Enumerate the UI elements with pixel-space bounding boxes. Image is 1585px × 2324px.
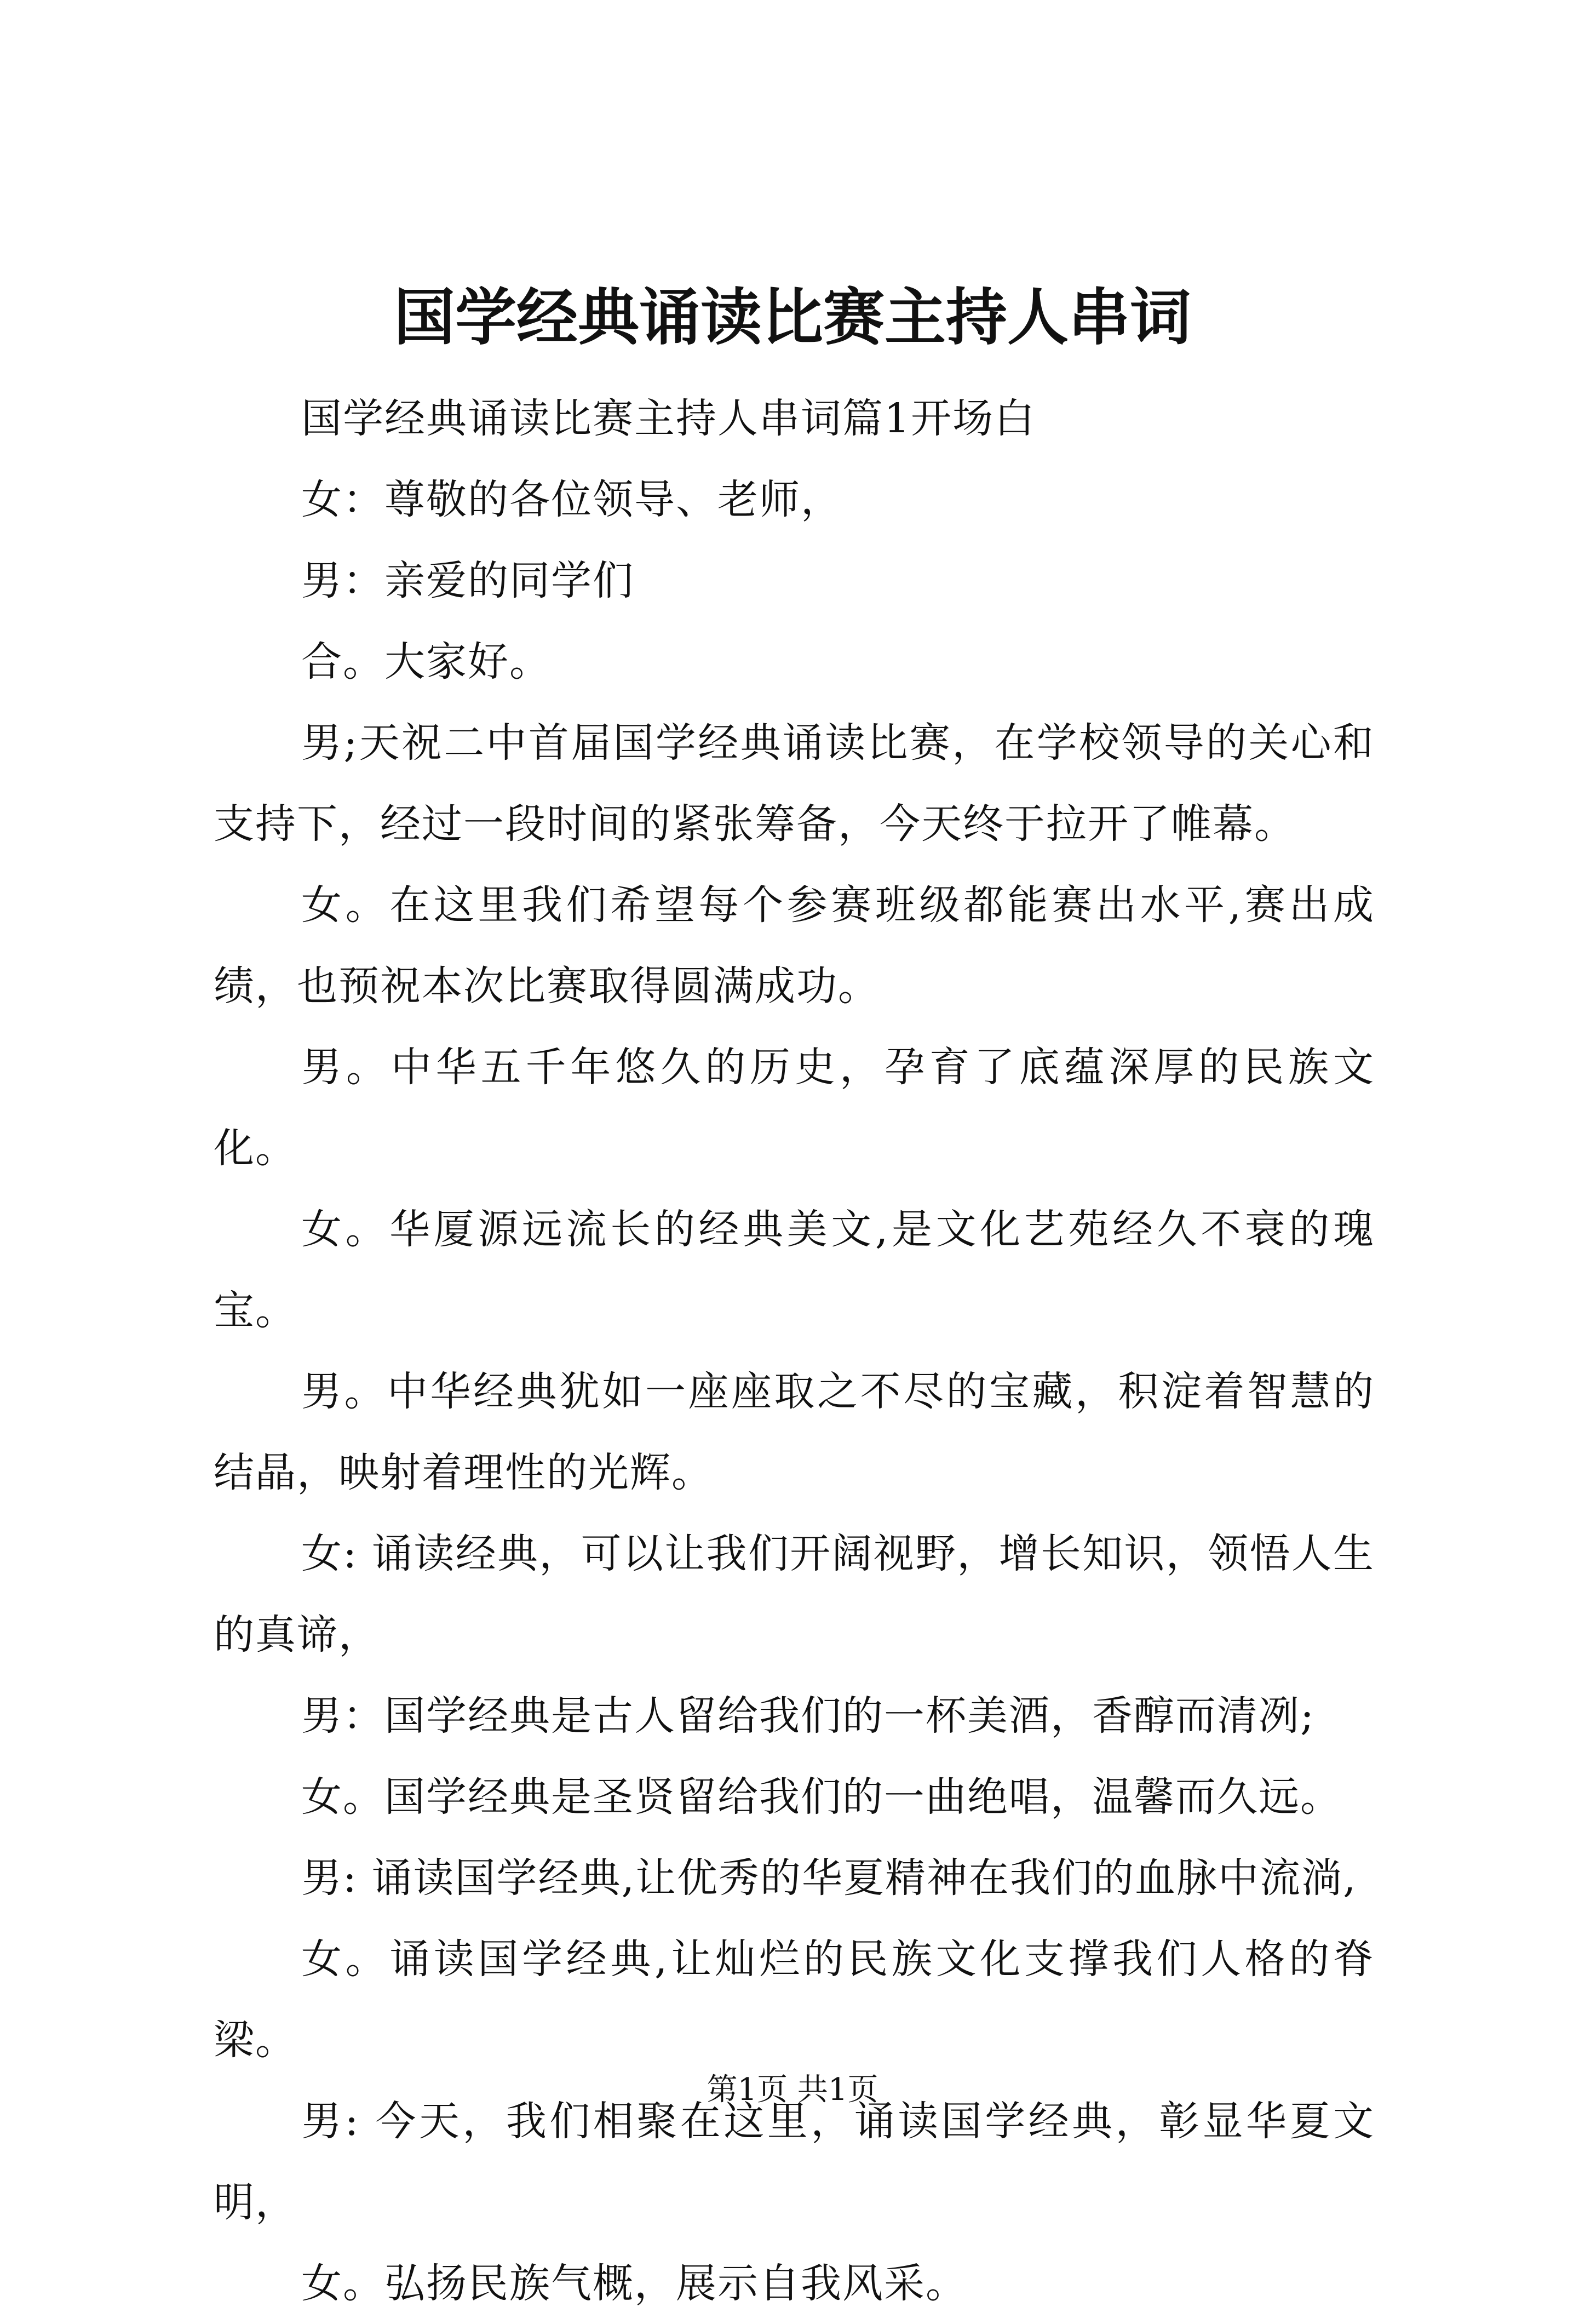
paragraph: 女：尊敬的各位领导、老师， — [301, 476, 842, 523]
paragraph: 男。中华经典犹如一座座取之不尽的宝藏，积淀着智慧的结晶，映射着理性的光辉。 — [214, 1368, 1375, 1496]
paragraph: 国学经典诵读比赛主持人串词篇1开场白 — [301, 395, 1036, 442]
paragraph: 合。大家好。 — [301, 638, 551, 685]
paragraph: 男;天祝二中首届国学经典诵读比赛，在学校领导的关心和支持下，经过一段时间的紧张筹备，今天终于拉开了帷幕。 — [214, 719, 1375, 848]
paragraph: 女。诵读国学经典,让灿烂的民族文化支撑我们人格的脊梁。 — [214, 1936, 1375, 2064]
document-title: 国学经典诵读比赛主持人串词 — [394, 282, 1191, 353]
paragraph: 女。国学经典是圣贤留给我们的一曲绝唱，温馨而久远。 — [301, 1773, 1342, 1821]
paragraph: 男: 诵读国学经典,让优秀的华夏精神在我们的血脉中流淌, — [301, 1854, 1357, 1902]
paragraph: 男：国学经典是古人留给我们的一杯美酒，香醇而清冽; — [301, 1692, 1315, 1739]
paragraph: 女。华厦源远流长的经典美文,是文化艺苑经久不衰的瑰宝。 — [214, 1206, 1375, 1334]
paragraph: 男。中华五千年悠久的历史，孕育了底蕴深厚的民族文化。 — [214, 1044, 1375, 1172]
document-body — [214, 378, 1375, 2324]
paragraph: 男: 今天，我们相聚在这里，诵读国学经典，彰显华夏文明， — [214, 2098, 1375, 2226]
paragraph: 女: 诵读经典，可以让我们开阔视野，增长知识，领悟人生的真谛， — [214, 1530, 1375, 1658]
paragraph: 女。弘扬民族气概，展示自我风采。 — [301, 2260, 967, 2307]
paragraph: 女。在这里我们希望每个参赛班级都能赛出水平,赛出成绩，也预祝本次比赛取得圆满成功。 — [214, 881, 1375, 1010]
paragraph: 男：亲爱的同学们 — [301, 557, 634, 604]
page-footer: 第1页 共1页 — [707, 2072, 878, 2108]
